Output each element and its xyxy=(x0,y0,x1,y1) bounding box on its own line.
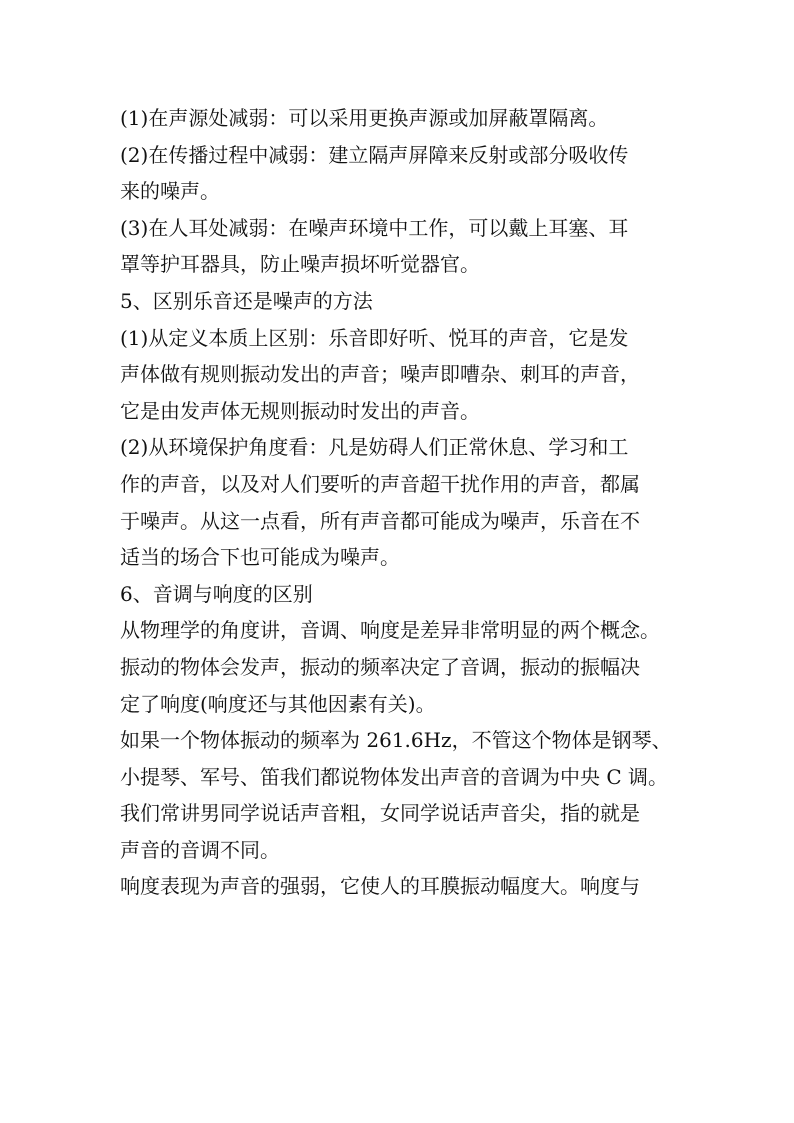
text-line: 作的声音，以及对人们要听的声音超干扰作用的声音，都属 xyxy=(120,471,640,496)
document-body xyxy=(120,100,680,905)
text-line: 从物理学的角度讲，音调、响度是差异非常明显的两个概念。 xyxy=(120,618,660,643)
text-line: 罩等护耳器具，防止噪声损坏听觉器官。 xyxy=(120,252,480,277)
text-line: 它是由发声体无规则振动时发出的声音。 xyxy=(120,398,480,423)
text-line: 如果一个物体振动的频率为 261.6Hz，不管这个物体是钢琴、 xyxy=(120,728,672,753)
text-line: (3)在人耳处减弱：在噪声环境中工作，可以戴上耳塞、耳 xyxy=(120,215,629,240)
text-line: 响度表现为声音的强弱，它使人的耳膜振动幅度大。响度与 xyxy=(120,874,640,899)
text-line: 定了响度(响度还与其他因素有关)。 xyxy=(120,691,436,716)
text-line: (1)在声源处减弱：可以采用更换声源或加屏蔽罩隔离。 xyxy=(120,106,609,130)
text-line: 我们常讲男同学说话声音粗，女同学说话声音尖，指的就是 xyxy=(120,801,640,826)
text-line: 来的噪声。 xyxy=(120,179,220,204)
text-line: 声音的音调不同。 xyxy=(120,837,280,862)
section-heading: 6、音调与响度的区别 xyxy=(120,581,313,606)
text-line: (1)从定义本质上区别：乐音即好听、悦耳的声音，它是发 xyxy=(120,325,629,350)
text-line: 声体做有规则振动发出的声音；噪声即嘈杂、刺耳的声音， xyxy=(120,362,640,387)
text-line: 于噪声。从这一点看，所有声音都可能成为噪声，乐音在不 xyxy=(120,508,640,533)
text-line: 振动的物体会发声，振动的频率决定了音调，振动的振幅决 xyxy=(120,654,640,679)
text-line: (2)在传播过程中减弱：建立隔声屏障来反射或部分吸收传 xyxy=(120,142,629,167)
text-line: 小提琴、军号、笛我们都说物体发出声音的音调为中央 C 调。 xyxy=(120,764,669,789)
text-line: 适当的场合下也可能成为噪声。 xyxy=(120,545,400,570)
section-heading: 5、区别乐音还是噪声的方法 xyxy=(120,288,373,313)
text-line: (2)从环境保护角度看：凡是妨碍人们正常休息、学习和工 xyxy=(120,435,629,460)
